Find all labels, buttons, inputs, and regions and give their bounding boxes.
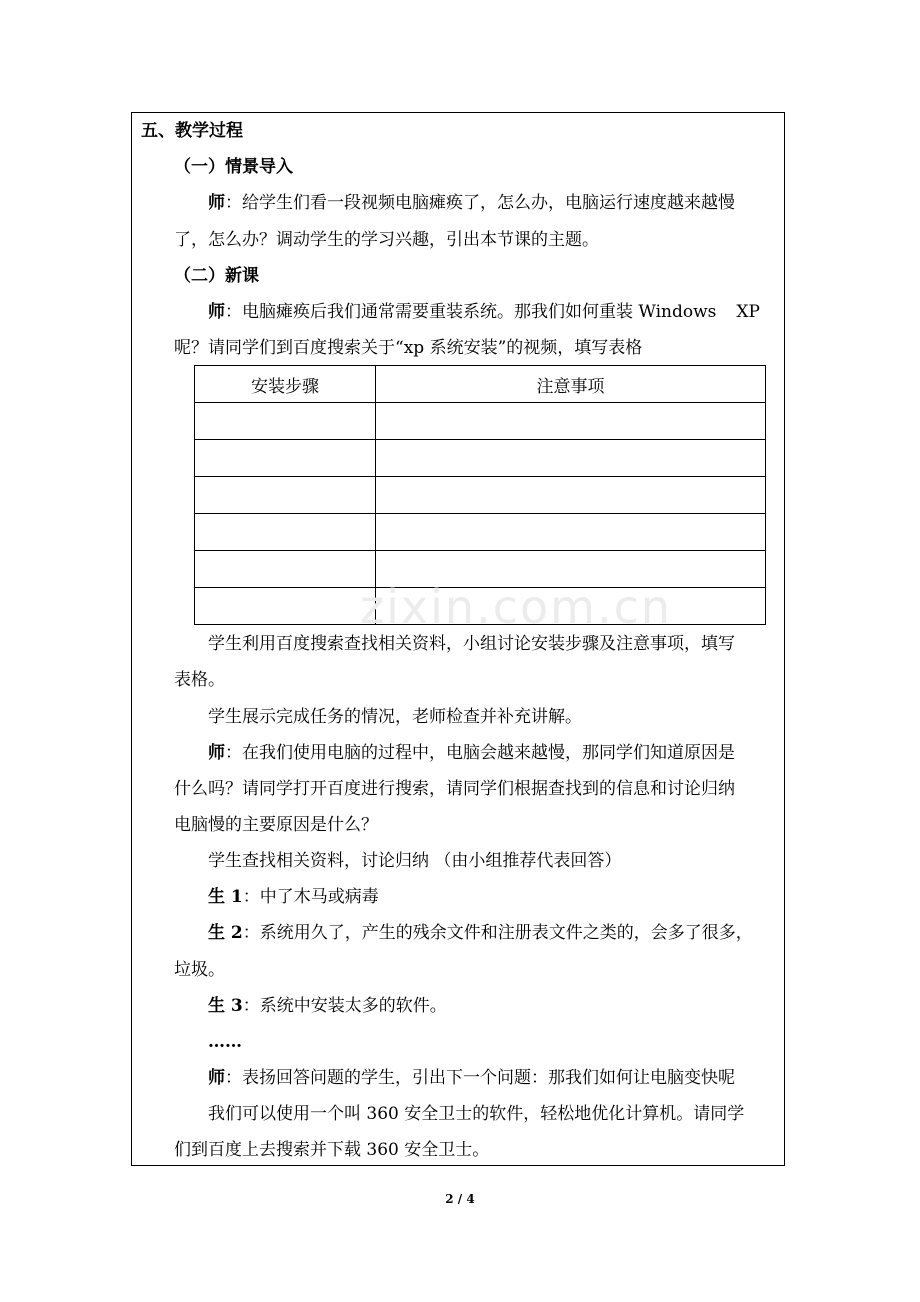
table-header-row [195,366,766,403]
ellipsis: …… [208,1032,242,1052]
speaker-teacher: 师 [208,302,225,322]
table-cell [195,477,376,514]
page-number: 2 / 4 [445,1192,475,1206]
paragraph-reinstall-line2: 呢？请同学们到百度搜索关于“xp 系统安装”的视频，填写表格 [174,338,643,358]
table-row [195,440,766,477]
table-cell [195,588,376,625]
paragraph-group-discussion: 学生查找相关资料，讨论归纳 （由小组推荐代表回答） [208,851,622,871]
speaker-student: 生 1 [208,887,243,907]
table-row [195,477,766,514]
paragraph-students-present: 学生展示完成任务的情况，老师检查并补充讲解。 [208,707,582,727]
table-cell [376,514,766,551]
paragraph-students-search-line1: 学生利用百度搜索查找相关资料，小组讨论安装步骤及注意事项，填写 [208,634,735,654]
table-header-steps: 安装步骤 [195,366,376,403]
speaker-teacher: 师 [208,1068,225,1088]
speaker-student: 生 2 [208,923,243,943]
watermark: zixin.com.cn [360,580,673,634]
table-row [195,514,766,551]
student-answer-3: 生 3：系统中安装太多的软件。 [208,996,447,1016]
table-cell [376,403,766,440]
table-cell [195,440,376,477]
paragraph-reinstall-line1: 师：电脑瘫痪后我们通常需要重装系统。那我们如何重装 Windows XP [208,302,760,322]
speaker-student: 生 3 [208,996,243,1016]
table-cell [376,440,766,477]
table-cell [195,514,376,551]
paragraph-students-search-line2: 表格。 [174,670,225,690]
paragraph-slow-reason-line2: 什么吗？请同学打开百度进行搜索，请同学们根据查找到的信息和讨论归纳 [174,779,735,799]
speaker-teacher: 师 [208,193,225,213]
paragraph-intro-line2: 了，怎么办？调动学生的学习兴趣，引出本节课的主题。 [174,230,599,250]
student-answer-2: 生 2：系统用久了，产生的残余文件和注册表文件之类的，会多了很多， [208,923,753,943]
paragraph-speedup-line1: 师：表扬回答问题的学生，引出下一个问题：那我们如何让电脑变快呢 [208,1068,735,1088]
student-answer-1: 生 1：中了木马或病毒 [208,887,379,907]
student-answer-2-continued: 垃圾。 [174,960,225,980]
sub-heading-new-lesson: （二）新课 [174,266,259,286]
main-heading: 五、教学过程 [141,121,243,141]
paragraph-speedup-line3: 们到百度上去搜索并下载 360 安全卫士。 [174,1140,490,1160]
table-row [195,403,766,440]
speaker-teacher: 师 [208,743,225,763]
paragraph-slow-reason-line1: 师：在我们使用电脑的过程中，电脑会越来越慢，那同学们知道原因是 [208,743,735,763]
table-header-notes: 注意事项 [376,366,766,403]
sub-heading-intro: （一）情景导入 [174,157,293,177]
paragraph-slow-reason-line3: 电脑慢的主要原因是什么？ [174,815,378,835]
paragraph-speedup-line2: 我们可以使用一个叫 360 安全卫士的软件，轻松地优化计算机。请同学 [208,1104,745,1124]
table-cell [195,551,376,588]
table-cell [195,403,376,440]
table-cell [376,477,766,514]
paragraph-intro-line1: 师：给学生们看一段视频电脑瘫痪了，怎么办，电脑运行速度越来越慢 [208,193,735,213]
